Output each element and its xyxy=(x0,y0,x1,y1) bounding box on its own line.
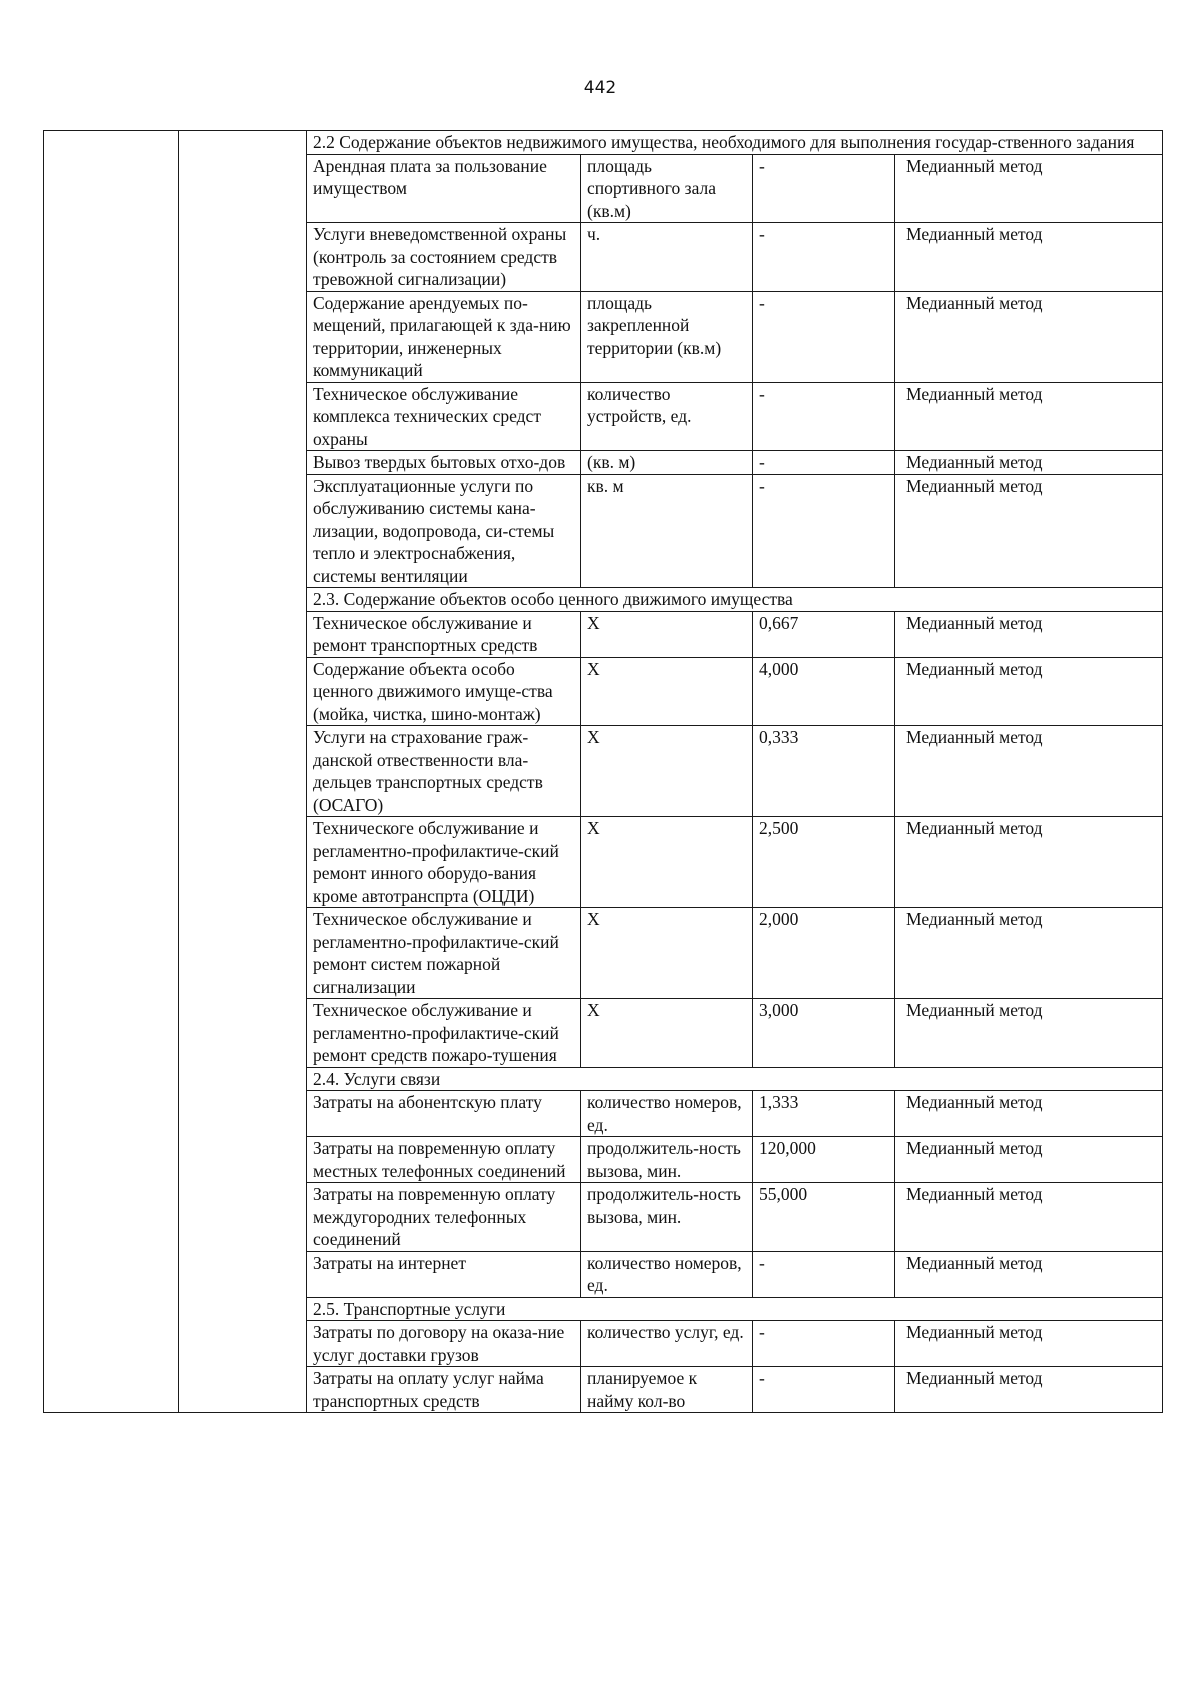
value-cell: 0,333 xyxy=(753,726,895,817)
section-heading: 2.5. Транспортные услуги xyxy=(307,1297,1163,1321)
method-cell: Медианный метод xyxy=(895,1137,1163,1183)
cost-item-cell: Содержание объекта особо ценного движимого имуще-ства (мойка, чистка, шино-монтаж) xyxy=(307,657,581,726)
method-cell: Медианный метод xyxy=(895,382,1163,451)
method-cell: Медианный метод xyxy=(895,474,1163,588)
method-cell: Медианный метод xyxy=(895,999,1163,1068)
value-cell: - xyxy=(753,451,895,475)
cost-item-cell: Затраты на оплату услуг найма транспортных средств xyxy=(307,1367,581,1413)
cost-item-cell: Вывоз твердых бытовых отхо-дов xyxy=(307,451,581,475)
method-cell: Медианный метод xyxy=(895,611,1163,657)
unit-cell: площадь закрепленной территории (кв.м) xyxy=(581,291,753,382)
method-cell: Медианный метод xyxy=(895,1321,1163,1367)
cost-item-cell: Услуги на страхование граж-данской отвественности вла-дельцев транспортных средств (ОСАГО) xyxy=(307,726,581,817)
unit-cell: количество номеров, ед. xyxy=(581,1251,753,1297)
value-cell: - xyxy=(753,1321,895,1367)
cost-item-cell: Содержание арендуемых по-мещений, прилагающей к зда-нию территории, инженерных коммуникаций xyxy=(307,291,581,382)
value-cell: - xyxy=(753,1251,895,1297)
cost-item-cell: Затраты на интернет xyxy=(307,1251,581,1297)
unit-cell: Х xyxy=(581,908,753,999)
value-cell: 120,000 xyxy=(753,1137,895,1183)
unit-cell: количество услуг, ед. xyxy=(581,1321,753,1367)
method-cell: Медианный метод xyxy=(895,726,1163,817)
section-heading: 2.4. Услуги связи xyxy=(307,1067,1163,1091)
method-cell: Медианный метод xyxy=(895,1367,1163,1413)
value-cell: 55,000 xyxy=(753,1183,895,1252)
cost-norms-table xyxy=(43,130,1163,1413)
cost-item-cell: Эксплуатационные услуги по обслуживанию системы кана-лизации, водопровода, си-стемы тепло и электроснабжения, системы вентиляции xyxy=(307,474,581,588)
unit-cell: (кв. м) xyxy=(581,451,753,475)
value-cell: - xyxy=(753,154,895,223)
unit-cell: площадь спортивного зала (кв.м) xyxy=(581,154,753,223)
section-row xyxy=(44,131,1163,155)
method-cell: Медианный метод xyxy=(895,1091,1163,1137)
value-cell: - xyxy=(753,1367,895,1413)
unit-cell: Х xyxy=(581,726,753,817)
value-cell: - xyxy=(753,223,895,292)
value-cell: 3,000 xyxy=(753,999,895,1068)
value-cell: - xyxy=(753,291,895,382)
cost-item-cell: Услуги вневедомственной охраны (контроль за состоянием средств тревожной сигнализации) xyxy=(307,223,581,292)
unit-cell: продолжитель-ность вызова, мин. xyxy=(581,1183,753,1252)
unit-cell: Х xyxy=(581,657,753,726)
unit-cell: продолжитель-ность вызова, мин. xyxy=(581,1137,753,1183)
value-cell: - xyxy=(753,474,895,588)
left-blank-column xyxy=(44,131,179,1413)
section-heading: 2.2 Содержание объектов недвижимого имущества, необходимого для выполнения государ-ственного задания xyxy=(307,131,1163,155)
unit-cell: количество номеров, ед. xyxy=(581,1091,753,1137)
unit-cell: Х xyxy=(581,611,753,657)
section-heading: 2.3. Содержание объектов особо ценного движимого имущества xyxy=(307,588,1163,612)
method-cell: Медианный метод xyxy=(895,451,1163,475)
unit-cell: Х xyxy=(581,817,753,908)
unit-cell: ч. xyxy=(581,223,753,292)
method-cell: Медианный метод xyxy=(895,154,1163,223)
method-cell: Медианный метод xyxy=(895,291,1163,382)
unit-cell: количество устройств, ед. xyxy=(581,382,753,451)
value-cell: 0,667 xyxy=(753,611,895,657)
value-cell: - xyxy=(753,382,895,451)
cost-item-cell: Техническоге обслуживание и регламентно-профилактиче-ский ремонт инного оборудо-вания кроме автотранспрта (ОЦДИ) xyxy=(307,817,581,908)
page-number: 442 xyxy=(583,78,617,98)
method-cell: Медианный метод xyxy=(895,908,1163,999)
method-cell: Медианный метод xyxy=(895,1251,1163,1297)
method-cell: Медианный метод xyxy=(895,1183,1163,1252)
cost-item-cell: Техническое обслуживание и регламентно-профилактиче-ский ремонт систем пожарной сигнализации xyxy=(307,908,581,999)
cost-item-cell: Техническое обслуживание и регламентно-профилактиче-ский ремонт средств пожаро-тушения xyxy=(307,999,581,1068)
value-cell: 2,000 xyxy=(753,908,895,999)
cost-item-cell: Затраты на повременную оплату междугородних телефонных соединений xyxy=(307,1183,581,1252)
unit-cell: кв. м xyxy=(581,474,753,588)
cost-item-cell: Затраты на абонентскую плату xyxy=(307,1091,581,1137)
unit-cell: планируемое к найму кол-во xyxy=(581,1367,753,1413)
value-cell: 2,500 xyxy=(753,817,895,908)
value-cell: 1,333 xyxy=(753,1091,895,1137)
method-cell: Медианный метод xyxy=(895,223,1163,292)
cost-item-cell: Арендная плата за пользование имуществом xyxy=(307,154,581,223)
unit-cell: Х xyxy=(581,999,753,1068)
cost-item-cell: Техническое обслуживание и ремонт транспортных средств xyxy=(307,611,581,657)
value-cell: 4,000 xyxy=(753,657,895,726)
method-cell: Медианный метод xyxy=(895,657,1163,726)
second-blank-column xyxy=(179,131,307,1413)
cost-item-cell: Техническое обслуживание комплекса технических средст охраны xyxy=(307,382,581,451)
table-body xyxy=(44,131,1163,1413)
cost-item-cell: Затраты на повременную оплату местных телефонных соединений xyxy=(307,1137,581,1183)
method-cell: Медианный метод xyxy=(895,817,1163,908)
cost-item-cell: Затраты по договору на оказа-ние услуг доставки грузов xyxy=(307,1321,581,1367)
